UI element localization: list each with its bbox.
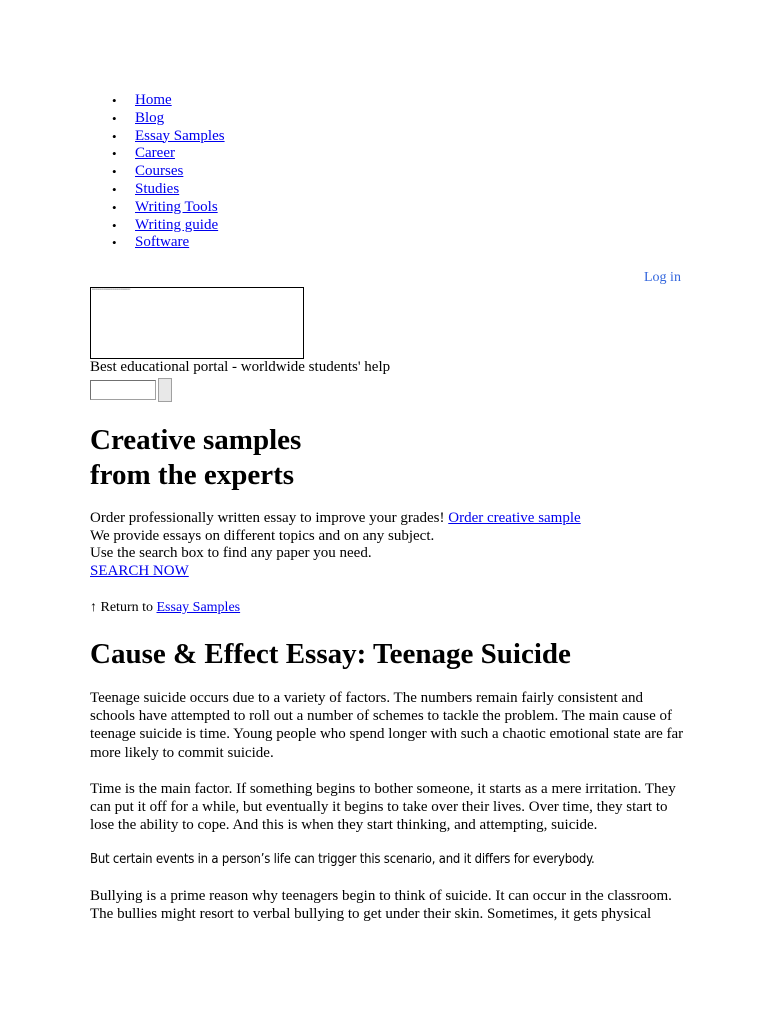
promo-line2: We provide essays on different topics and on any subject.	[90, 527, 435, 544]
nav-item-studies	[90, 181, 225, 199]
article-paragraph: Teenage suicide occurs due to a variety of factors. The numbers remain fairly consistent and schools have attempted to roll out a number of schemes to tackle the problem. The main cause of teenage suicide is time. Young people who spend longer with such a chaotic emotional state are far more likely to commit suicide.	[90, 690, 684, 761]
nav-link-essay-samples[interactable]: Essay Samples	[135, 127, 225, 144]
bullet: •	[112, 164, 117, 180]
logo-image-placeholder[interactable]	[90, 287, 304, 359]
promo-title	[90, 423, 301, 493]
nav-item-software	[90, 234, 225, 252]
article-paragraph: Bullying is a prime reason why teenagers begin to think of suicide. It can occur in the classroom. The bullies might resort to verbal bullying to get under their skin. Sometimes, it gets physical	[90, 888, 672, 923]
main-nav	[90, 92, 225, 252]
search-button[interactable]	[158, 378, 172, 402]
article-paragraph: Time is the main factor. If something begins to bother someone, it starts as a mere irritation. They can put it off for a while, but eventually it begins to take over their lives. Over time, they start to lose the ability to cope. And this is when they start thinking, and attempting, suicide.	[90, 781, 676, 834]
bullet: •	[112, 217, 117, 233]
nav-link-studies[interactable]: Studies	[135, 180, 180, 197]
nav-item-writing-tools	[90, 199, 225, 217]
bullet: •	[112, 181, 117, 197]
nav-link-writing-guide[interactable]: Writing guide	[135, 216, 219, 233]
bullet: •	[112, 93, 117, 108]
nav-item-home	[90, 92, 225, 110]
search-now-link[interactable]: SEARCH NOW	[90, 562, 189, 579]
nav-link-home[interactable]: Home	[135, 92, 172, 108]
promo-title-line2: from the experts	[90, 459, 295, 491]
nav-item-essay-samples	[90, 128, 225, 146]
logo-alt-text: ▪▪▪▪▪▪▪▪▪▪▪▪▪▪▪▪▪▪▪▪▪▪▪▪▪▪▪▪▪▪▪▪▪▪▪▪	[92, 287, 131, 291]
login-link[interactable]: Log in	[644, 270, 681, 285]
promo-line3: Use the search box to find any paper you need.	[90, 545, 372, 561]
nav-item-blog	[90, 110, 225, 128]
bullet: •	[112, 128, 117, 144]
nav-item-courses	[90, 163, 225, 181]
promo-text	[90, 510, 581, 580]
promo-title-line1: Creative samples	[90, 424, 302, 456]
breadcrumb-prefix: Return to	[100, 600, 153, 615]
bullet: •	[112, 110, 117, 126]
nav-item-career	[90, 145, 225, 163]
up-arrow-icon: ↑	[90, 600, 97, 615]
order-sample-link[interactable]: Order creative sample	[448, 510, 581, 526]
article-paragraph: But certain events in a person’s life can trigger this scenario, and it differs for everybody.	[90, 852, 595, 867]
bullet: •	[112, 235, 117, 251]
promo-line1-text: Order professionally written essay to improve your grades!	[90, 510, 445, 526]
bullet: •	[112, 199, 117, 215]
article-title: Cause & Effect Essay: Teenage Suicide	[90, 638, 571, 670]
breadcrumb-link-essay-samples[interactable]: Essay Samples	[156, 600, 241, 615]
nav-link-blog[interactable]: Blog	[135, 109, 165, 126]
bullet: •	[112, 146, 117, 162]
site-tagline: Best educational portal - worldwide students' help	[90, 359, 391, 375]
nav-link-career[interactable]: Career	[135, 145, 175, 162]
breadcrumb	[90, 600, 240, 616]
nav-item-writing-guide	[90, 217, 225, 235]
nav-link-writing-tools[interactable]: Writing Tools	[135, 198, 218, 215]
nav-link-software[interactable]: Software	[135, 234, 190, 251]
search-input[interactable]	[90, 380, 156, 400]
nav-link-courses[interactable]: Courses	[135, 163, 184, 180]
